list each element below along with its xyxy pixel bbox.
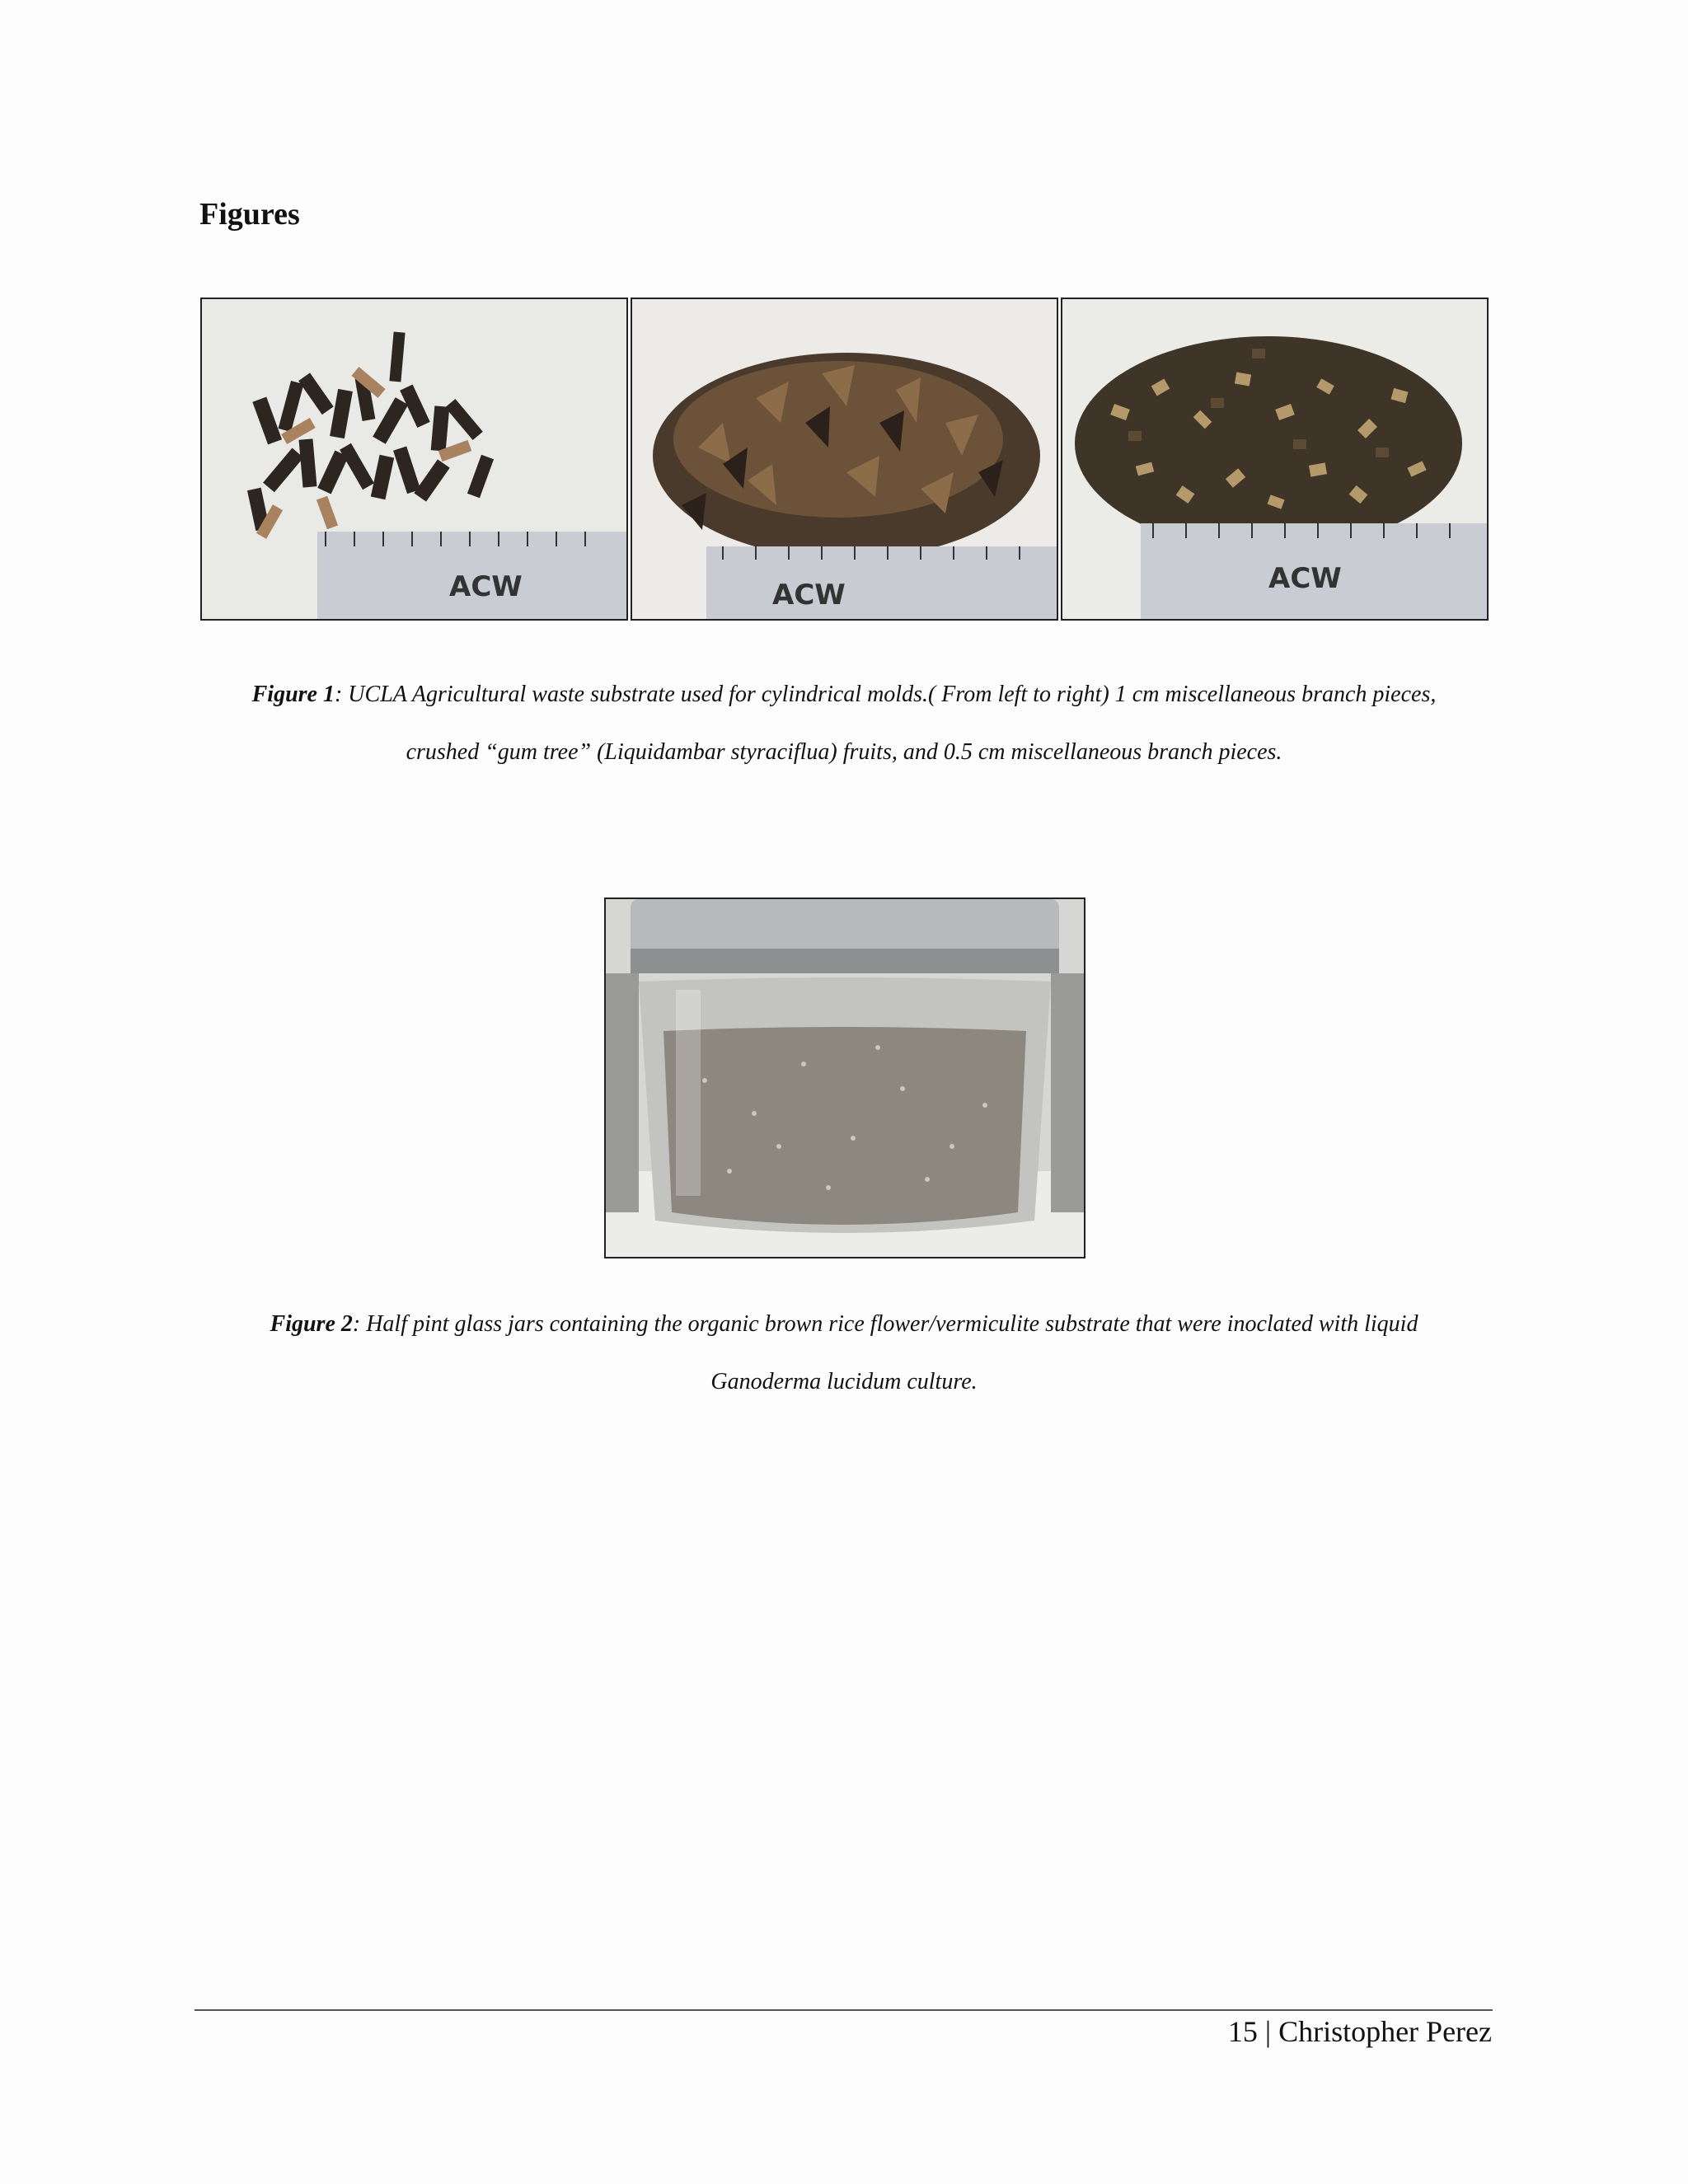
figure-2-caption-line-2: Ganoderma lucidum culture. xyxy=(710,1369,978,1394)
figure-1-photo-branch-pieces-0-5cm xyxy=(1061,298,1489,621)
figure-1-caption-label: Figure 1 xyxy=(251,682,335,707)
page-footer: 15 | Christopher Perez xyxy=(1227,2015,1492,2048)
figure-1-caption-line-2: crushed “gum tree” (Liquidambar styraciflua) fruits, and 0.5 cm miscellaneous branch pieces. xyxy=(406,739,1282,765)
page-heading: Figures xyxy=(199,197,300,232)
figure-2-caption-label: Figure 2 xyxy=(270,1311,353,1337)
figure-1-caption-line-1: : UCLA Agricultural waste substrate used for cylindrical molds.( From left to right) 1 cm miscellaneous branch pieces, xyxy=(334,682,1437,707)
svg-text:ACW: ACW xyxy=(449,570,523,603)
figure-2-photo-glass-jar xyxy=(604,898,1085,1258)
figure-2-caption xyxy=(198,1296,1490,1411)
figure-1-photo-branch-pieces-1cm xyxy=(200,298,628,621)
svg-text:ACW: ACW xyxy=(1268,562,1342,595)
footer-divider xyxy=(195,2009,1493,2011)
figure-1-image-row xyxy=(200,298,1490,621)
figure-1-caption xyxy=(198,666,1490,781)
svg-text:ACW: ACW xyxy=(772,579,846,612)
figure-1-photo-gum-tree-fruits xyxy=(631,298,1058,621)
figure-2-caption-line-1: : Half pint glass jars containing the organic brown rice flower/vermiculite substrate that were inoclated with liquid xyxy=(352,1311,1418,1337)
